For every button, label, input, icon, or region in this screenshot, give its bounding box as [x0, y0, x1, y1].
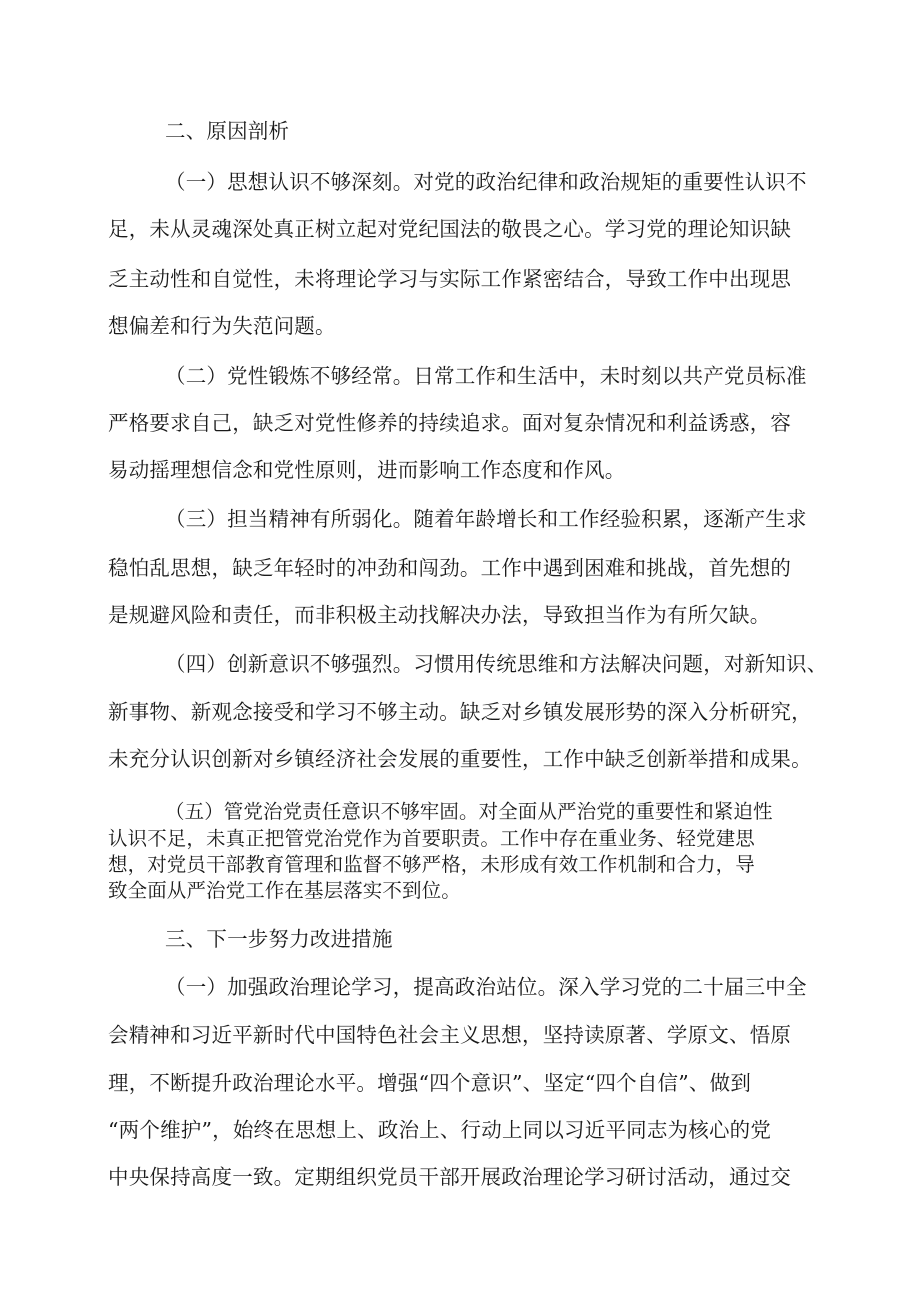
- paragraph-line: 想，对党员干部教育管理和监督不够严格，未形成有效工作机制和合力，导: [108, 853, 755, 876]
- paragraph-line: （二）党性锻炼不够经常。日常工作和生活中，未时刻以共产党员标准: [165, 364, 807, 388]
- paragraph-line: 易动摇理想信念和党性原则，进而影响工作态度和作风。: [108, 458, 626, 482]
- section-heading-cause-analysis: 二、原因剖析: [165, 119, 290, 143]
- paragraph-line: 理，不断提升政治理论水平。增强“四个意识”、坚定“四个自信”、做到: [108, 1071, 752, 1095]
- paragraph-line: （一）思想认识不够深刻。对党的政治纪律和政治规矩的重要性认识不: [165, 170, 807, 194]
- section-heading-improvement-measures: 三、下一步努力改进措施: [165, 927, 393, 951]
- paragraph-line: 中央保持高度一致。定期组织党员干部开展政治理论学习研讨活动，通过交: [108, 1165, 792, 1189]
- paragraph-line: 认识不足，未真正把管党治党作为首要职责。工作中存在重业务、轻党建思: [108, 827, 755, 850]
- paragraph-line: （四）创新意识不够强烈。习惯用传统思维和方法解决问题，对新知识、: [165, 652, 828, 676]
- paragraph-line: （三）担当精神有所弱化。随着年龄增长和工作经验积累，逐渐产生求: [165, 507, 807, 531]
- paragraph-line: （一）加强政治理论学习，提高政治站位。深入学习党的二十届三中全: [165, 975, 807, 999]
- paragraph-line: “两个维护”，始终在思想上、政治上、行动上同以习近平同志为核心的党: [108, 1118, 772, 1142]
- paragraph-line: 想偏差和行为失范问题。: [108, 314, 336, 338]
- paragraph-line: 新事物、新观念接受和学习不够主动。缺乏对乡镇发展形势的深入分析研究，: [108, 700, 812, 724]
- paragraph-line: 乏主动性和自觉性，未将理论学习与实际工作紧密结合，导致工作中出现思: [108, 267, 792, 291]
- paragraph-line: 是规避风险和责任，而非积极主动找解决办法，导致担当作为有所欠缺。: [108, 603, 771, 627]
- paragraph-line: 足，未从灵魂深处真正树立起对党纪国法的敬畏之心。学习党的理论知识缺: [108, 217, 792, 241]
- paragraph-line: 严格要求自己，缺乏对党性修养的持续追求。面对复杂情况和利益诱惑，容: [108, 411, 792, 435]
- paragraph-line: 会精神和习近平新时代中国特色社会主义思想，坚持读原著、学原文、悟原: [108, 1023, 792, 1047]
- paragraph-line: 致全面从严治党工作在基层落实不到位。: [108, 879, 461, 902]
- paragraph-line: （五）管党治党责任意识不够牢固。对全面从严治党的重要性和紧迫性: [165, 800, 773, 823]
- paragraph-line: 稳怕乱思想，缺乏年轻时的冲劲和闯劲。工作中遇到困难和挑战，首先想的: [108, 556, 792, 580]
- paragraph-line: 未充分认识创新对乡镇经济社会发展的重要性，工作中缺乏创新举措和成果。: [108, 747, 812, 771]
